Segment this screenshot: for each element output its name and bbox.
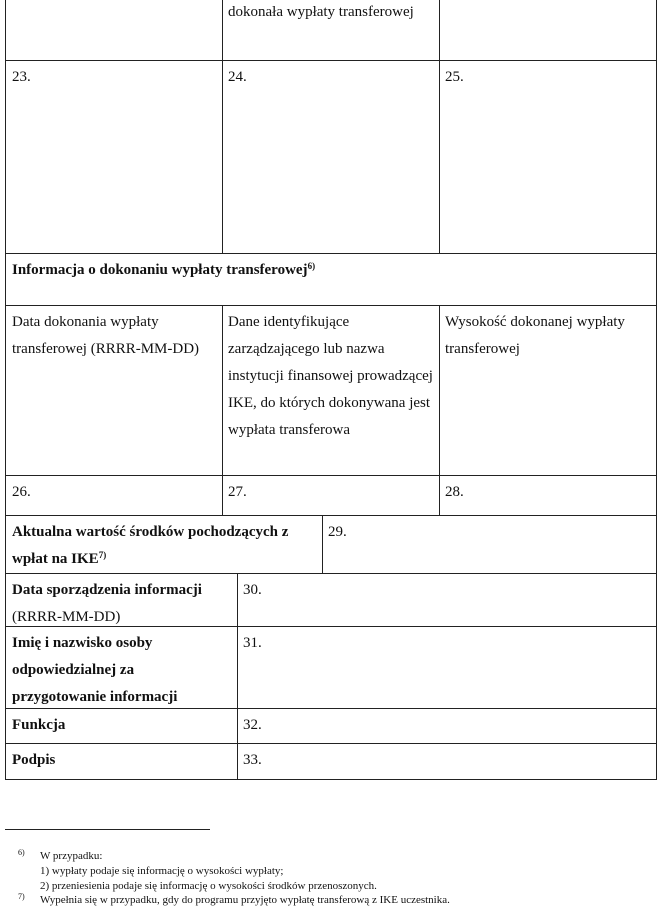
field-32-number: 32. bbox=[243, 717, 262, 733]
current-value-label-text: Aktualna wartość środków pochodzących z wpłat na IKE bbox=[12, 524, 289, 567]
table-row-section-heading bbox=[5, 253, 657, 305]
table-row-responsible-person bbox=[5, 626, 657, 708]
table-row-function bbox=[5, 708, 657, 743]
field-33-number: 33. bbox=[243, 752, 262, 768]
field-25-number: 25. bbox=[445, 69, 464, 85]
footnote-6-mark: 6) bbox=[18, 848, 25, 857]
footnote-6-item-1: 1) wypłaty podaje się informację o wysokości wypłaty; bbox=[40, 865, 284, 877]
table-row-current-value bbox=[5, 515, 657, 573]
responsible-person-label: Imię i nazwisko osoby odpowiedzialnej za przygotowanie informacji bbox=[12, 635, 178, 705]
footnote-separator bbox=[5, 829, 210, 830]
field-23-number: 23. bbox=[12, 69, 31, 85]
continuation-text: dokonała wypłaty transferowej bbox=[228, 4, 414, 20]
footnote-7-text: Wypełnia się w przypadku, gdy do programu przyjęto wypłatę transferową z IKE uczestnika. bbox=[40, 894, 450, 906]
field-31-number: 31. bbox=[243, 635, 262, 651]
header-institution-data: Dane identyfikujące zarządzającego lub nazwa instytucji finansowej prowadzącej IKE, do których dokonywana jest wypłata transferowa bbox=[228, 314, 433, 438]
field-28-number: 28. bbox=[445, 484, 464, 500]
footnote-6-item-2: 2) przeniesienia podaje się informację o wysokości środków przenoszonych. bbox=[40, 880, 377, 892]
section-heading-text: Informacja o dokonaniu wypłaty transferowej bbox=[12, 262, 308, 278]
footnote-ref-6: 6) bbox=[307, 261, 316, 271]
table-row-preparation-date bbox=[5, 573, 657, 626]
footnote-6-intro: W przypadku: bbox=[40, 850, 103, 862]
header-transfer-amount: Wysokość dokonanej wypłaty transferowej bbox=[445, 314, 625, 357]
footnote-ref-7: 7) bbox=[98, 550, 107, 560]
current-value-label bbox=[6, 516, 322, 573]
column-divider bbox=[439, 0, 440, 60]
table-row-fields-23-25 bbox=[5, 60, 657, 253]
signature-label: Podpis bbox=[12, 752, 56, 768]
table-row-signature bbox=[5, 743, 657, 780]
table-row-fields-26-28 bbox=[5, 475, 657, 515]
preparation-date-label bbox=[6, 574, 237, 626]
field-27-number: 27. bbox=[228, 484, 247, 500]
header-transfer-date: Data dokonania wypłaty transferowej (RRRR-MM-DD) bbox=[12, 314, 200, 357]
field-29-number: 29. bbox=[328, 524, 347, 540]
preparation-date-label-bold: Data sporządzenia informacji bbox=[12, 582, 202, 598]
function-label: Funkcja bbox=[12, 717, 66, 733]
footnote-7-mark: 7) bbox=[18, 892, 25, 901]
field-24-number: 24. bbox=[228, 69, 247, 85]
field-26-number: 26. bbox=[12, 484, 31, 500]
field-30-number: 30. bbox=[243, 582, 262, 598]
table-row-continuation bbox=[5, 0, 657, 60]
table-row-column-headers bbox=[5, 305, 657, 475]
section-heading bbox=[6, 254, 656, 305]
preparation-date-format: (RRRR-MM-DD) bbox=[12, 609, 121, 625]
